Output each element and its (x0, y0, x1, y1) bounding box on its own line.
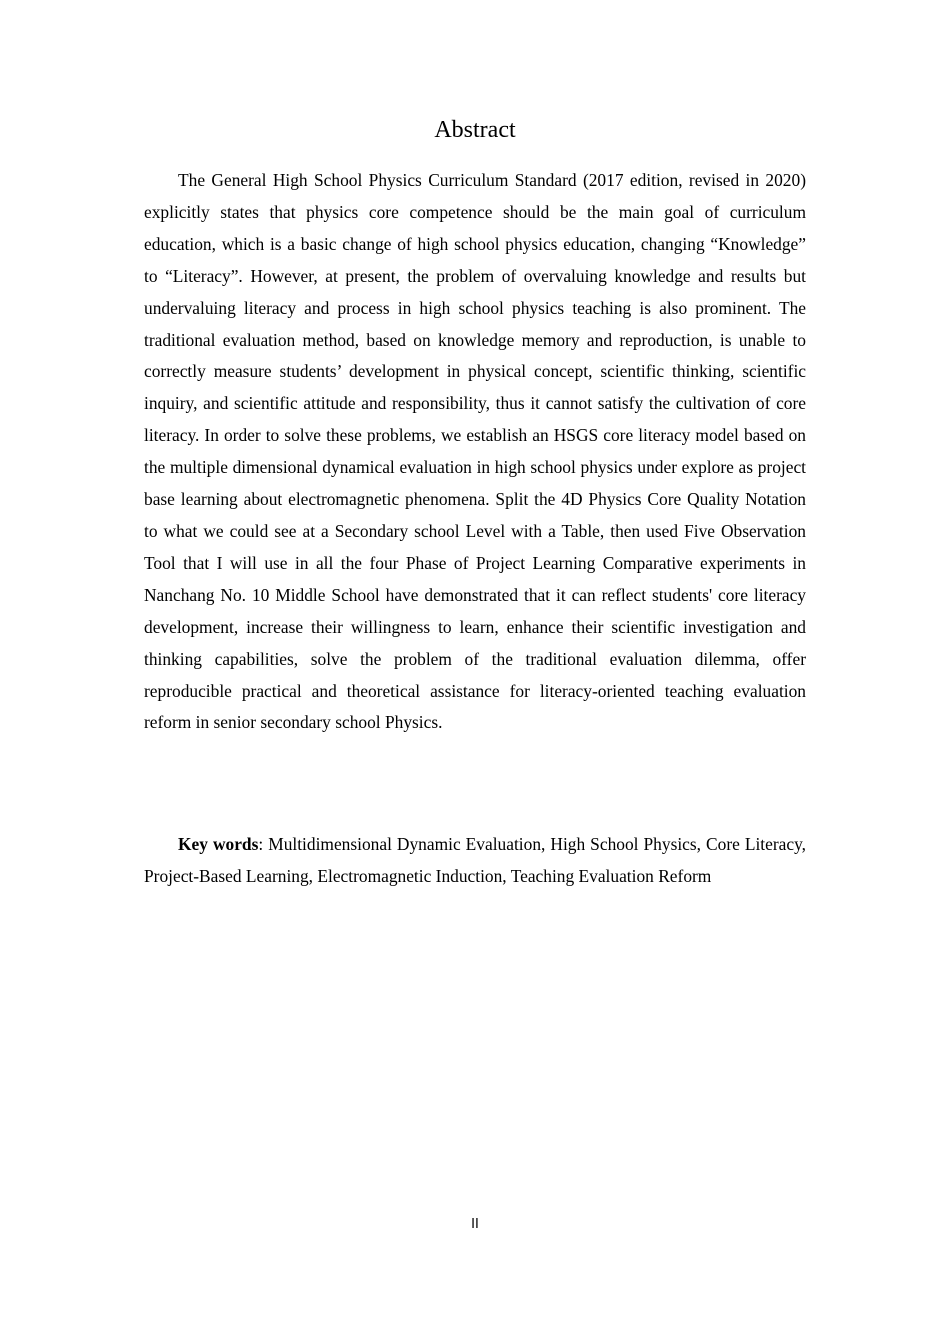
abstract-title: Abstract (434, 117, 516, 143)
keywords-label: Key words (178, 834, 259, 854)
keywords-paragraph (144, 829, 806, 893)
keywords-list: Multidimensional Dynamic Evaluation, High School Physics, Core Literacy, Project-Based Learning, Electromagnetic Induction, Teaching Evaluation Reform (144, 834, 806, 886)
page-number: II (471, 1217, 479, 1232)
keywords-separator: : (258, 834, 269, 854)
abstract-paragraph: The General High School Physics Curriculum Standard (2017 edition, revised in 2020) explicitly states that physics core competence should be the main goal of curriculum education, which is a basic change of high school physics education, changing “Knowledge” to “Literacy”. However, at present, the problem of overvaluing knowledge and results but undervaluing literacy and process in high school physics teaching is also prominent. The traditional evaluation method, based on knowledge memory and reproduction, is unable to correctly measure students’ development in physical concept, scientific thinking, scientific inquiry, and scientific attitude and responsibility, thus it cannot satisfy the cultivation of core literacy. In order to solve these problems, we establish an HSGS core literacy model based on the multiple dimensional dynamical evaluation in high school physics under explore as project base learning about electromagnetic phenomena. Split the 4D Physics Core Quality Notation to what we could see at a Secondary school Level with a Table, then used Five Observation Tool that I will use in all the four Phase of Project Learning Comparative experiments in Nanchang No. 10 Middle School have demonstrated that it can reflect students' core literacy development, increase their willingness to learn, enhance their scientific investigation and thinking capabilities, solve the problem of the traditional evaluation dilemma, offer reproducible practical and theoretical assistance for literacy-oriented teaching evaluation reform in senior secondary school Physics. (144, 170, 806, 733)
